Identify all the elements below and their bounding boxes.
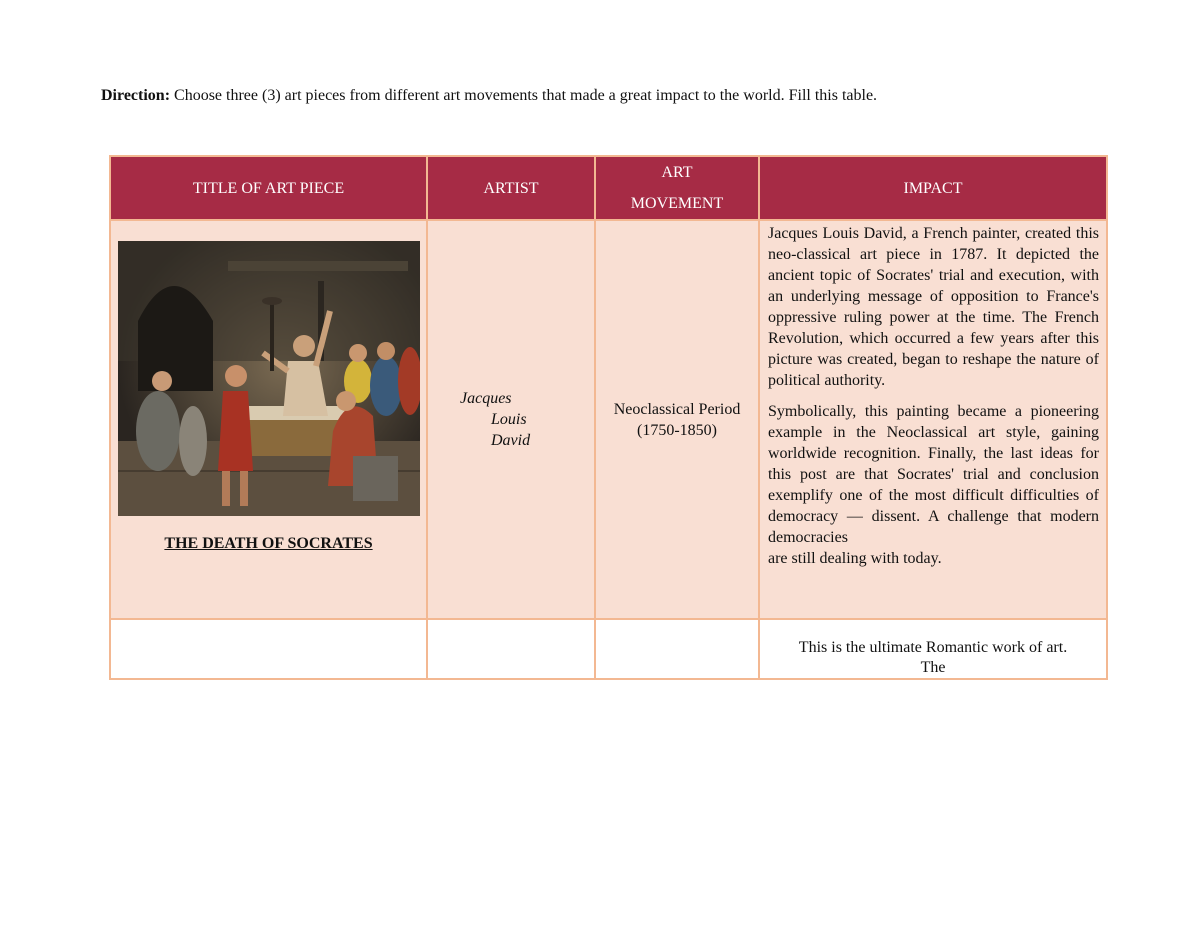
header-artist: ARTIST: [427, 156, 595, 220]
impact-line2: The: [920, 659, 946, 676]
direction-instruction: [101, 87, 877, 105]
artist-line3: David: [491, 432, 531, 449]
impact-cell: [759, 619, 1107, 679]
artist-line1: Jacques: [460, 390, 512, 407]
movement-cell-empty: [595, 619, 759, 679]
header-row: [110, 156, 1107, 220]
table-row: [110, 220, 1107, 619]
artist-cell: [427, 220, 595, 619]
table-row: [110, 619, 1107, 679]
artist-line2: Louis: [491, 411, 527, 428]
impact-paragraph-2-last: are still dealing with today.: [768, 550, 942, 567]
direction-text: Choose three (3) art pieces from different art movements that made a great impact to the world. Fill this table.: [170, 87, 878, 104]
impact-line1: This is the ultimate Romantic work of art.: [798, 639, 1068, 656]
art-table: [109, 155, 1108, 680]
impact-paragraph-1: Jacques Louis David, a French painter, created this neo-classical art piece in 1787. It depicted the ancient topic of Socrates' trial and execution, with an underlying message of opposition to France's oppressive ruling power at the time. The French Revolution, which occurred a few years after this picture was created, began to reshape the nature of political authority.: [768, 225, 1099, 389]
impact-cell: [759, 220, 1107, 619]
header-movement: [595, 156, 759, 220]
impact-paragraph-2: Symbolically, this painting became a pioneering example in the Neoclassical art style, gaining worldwide recognition. Finally, the last ideas for this post are that Socrates' trial and conclusion exemplify one of the most difficult difficulties of democracy — dissent. A challenge that modern democracies: [768, 403, 1099, 546]
movement-cell: [595, 220, 759, 619]
painting-image: [118, 241, 420, 516]
movement-line2: (1750-1850): [637, 421, 717, 439]
direction-label: Direction:: [101, 87, 171, 104]
movement-line1: Neoclassical Period: [613, 400, 741, 418]
title-cell-empty: [110, 619, 427, 679]
header-title: TITLE OF ART PIECE: [110, 156, 427, 220]
title-cell: [110, 220, 427, 619]
header-impact: IMPACT: [759, 156, 1107, 220]
art-title: THE DEATH OF SOCRATES: [164, 535, 373, 552]
header-movement-line1: ART: [661, 164, 693, 181]
artist-cell-empty: [427, 619, 595, 679]
header-movement-line2: MOVEMENT: [630, 195, 724, 212]
